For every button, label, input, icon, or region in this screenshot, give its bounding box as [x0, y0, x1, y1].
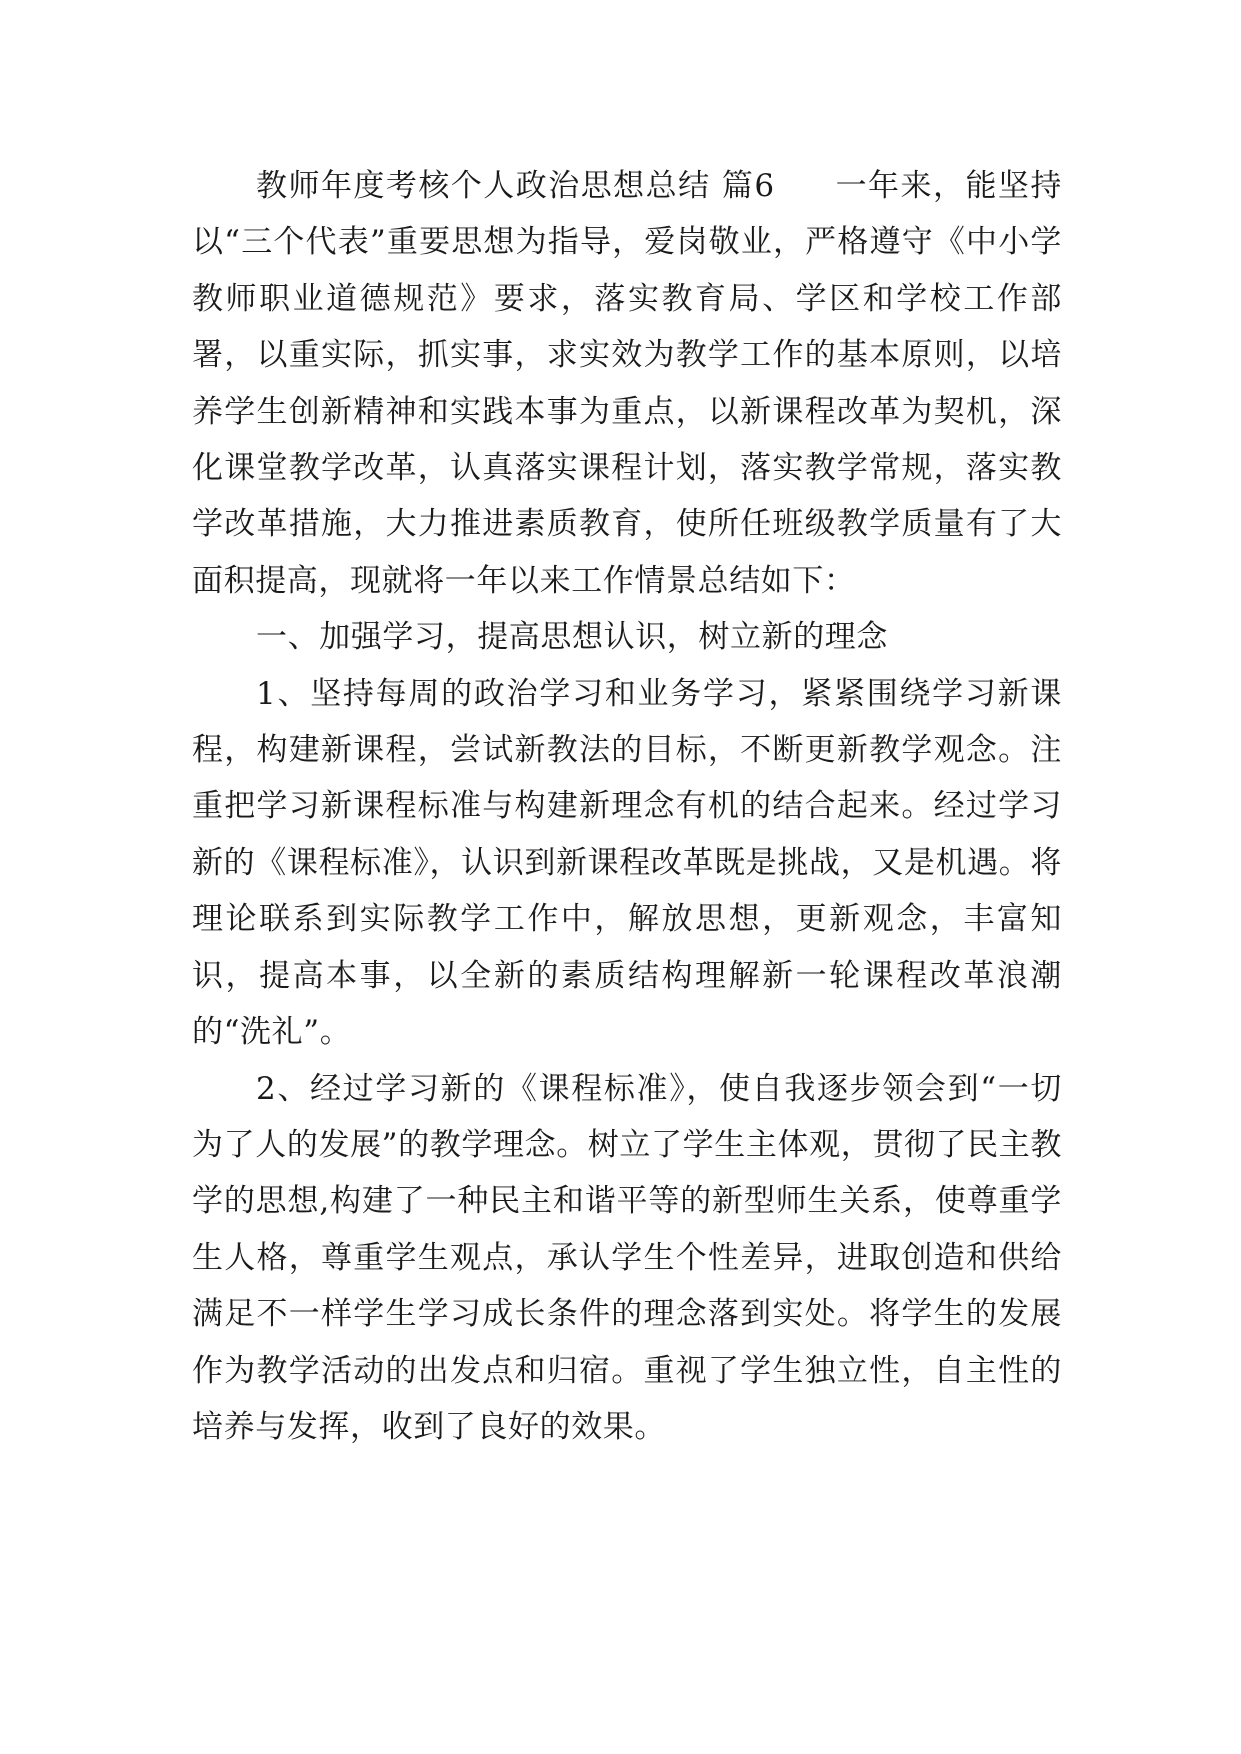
document-title: 教师年度考核个人政治思想总结: [256, 168, 711, 204]
item-2-paragraph: 2、经过学习新的《课程标准》，使自我逐步领会到“一切为了人的发展”的教学理念。树立了学生主体观，贯彻了民主教学的思想,构建了一种民主和谐平等的新型师生关系，使尊重学生人格，尊重学生观点，承认学生个性差异，进取创造和供给满足不一样学生学习成长条件的理念落到实处。将学生的发展作为教学活动的出发点和归宿。重视了学生独立性，自主性的培养与发挥，收到了良好的效果。: [192, 1070, 1062, 1445]
intro-text: 一年来，能坚持以“三个代表”重要思想为指导，爱岗敬业，严格遵守《中小学教师职业道德规范》要求，落实教育局、学区和学校工作部署，以重实际，抓实事，求实效为教学工作的基本原则，以培养学生创新精神和实践本事为重点，以新课程改革为契机，深化课堂教学改革，认真落实课程计划，落实教学常规，落实教学改革措施，大力推进素质教育，使所任班级教学质量有了大面积提高，现就将一年以来工作情景总结如下：: [192, 168, 1062, 599]
document-title-suffix: 篇6: [721, 168, 775, 204]
item-1-paragraph: 1、坚持每周的政治学习和业务学习，紧紧围绕学习新课程，构建新课程，尝试新教法的目标，不断更新教学观念。注重把学习新课程标准与构建新理念有机的结合起来。经过学习新的《课程标准》，认识到新课程改革既是挑战，又是机遇。将理论联系到实际教学工作中，解放思想，更新观念，丰富知识，提高本事，以全新的素质结构理解新一轮课程改革浪潮的“洗礼”。: [192, 675, 1062, 1051]
section-heading: 一、加强学习，提高思想认识，树立新的理念: [256, 619, 888, 656]
document-body: [192, 158, 1062, 1455]
intro-paragraph: [192, 158, 1062, 609]
